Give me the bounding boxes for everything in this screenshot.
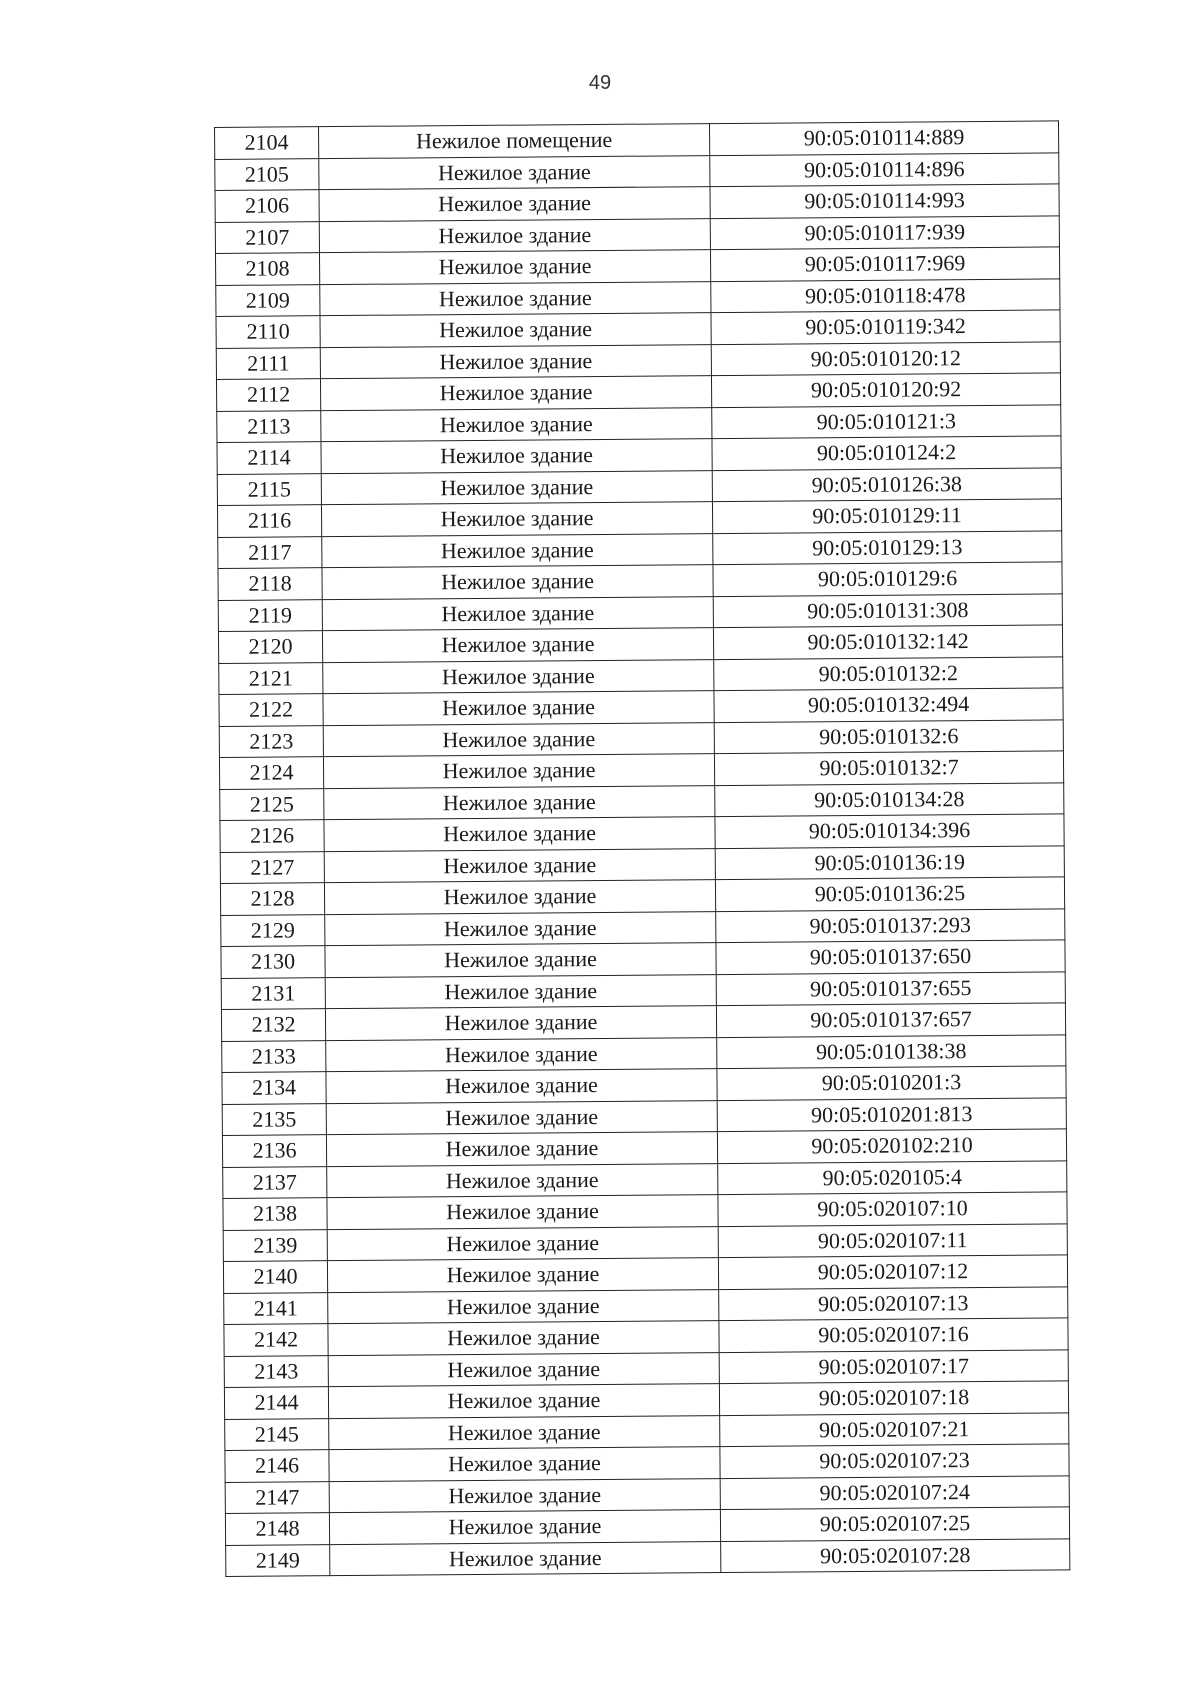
cadastral-number-cell: 90:05:010132:2: [714, 656, 1063, 690]
row-number-cell: 2107: [215, 221, 319, 253]
row-number-cell: 2132: [221, 1009, 325, 1041]
row-number-cell: 2130: [221, 946, 325, 978]
row-number-cell: 2106: [215, 190, 319, 222]
object-type-cell: Нежилое здание: [322, 565, 713, 600]
row-number-cell: 2114: [217, 442, 321, 474]
object-type-cell: Нежилое здание: [321, 502, 712, 537]
object-type-cell: Нежилое здание: [320, 344, 711, 379]
object-type-cell: Нежилое здание: [326, 1037, 717, 1072]
cadastral-number-cell: 90:05:010137:650: [716, 940, 1065, 974]
cadastral-number-cell: 90:05:010129:11: [712, 499, 1061, 533]
cadastral-number-cell: 90:05:010114:889: [709, 121, 1058, 155]
cadastral-number-cell: 90:05:010117:969: [710, 247, 1059, 281]
object-type-cell: Нежилое здание: [325, 943, 716, 978]
cadastral-number-cell: 90:05:010132:494: [714, 688, 1063, 722]
row-number-cell: 2124: [219, 757, 323, 789]
cadastral-number-cell: 90:05:010114:896: [710, 152, 1059, 186]
cadastral-number-cell: 90:05:010136:25: [715, 877, 1064, 911]
row-number-cell: 2145: [225, 1418, 329, 1450]
row-number-cell: 2148: [225, 1513, 329, 1545]
row-number-cell: 2117: [218, 536, 322, 568]
row-number-cell: 2126: [220, 820, 324, 852]
row-number-cell: 2138: [223, 1198, 327, 1230]
object-type-cell: Нежилое здание: [322, 533, 713, 568]
row-number-cell: 2125: [220, 788, 324, 820]
cadastral-number-cell: 90:05:010137:655: [716, 971, 1065, 1005]
object-type-cell: Нежилое здание: [328, 1352, 719, 1387]
object-type-cell: Нежилое здание: [329, 1510, 720, 1545]
cadastral-number-cell: 90:05:010124:2: [712, 436, 1061, 470]
object-type-cell: Нежилое здание: [323, 691, 714, 726]
object-type-cell: Нежилое здание: [321, 470, 712, 505]
cadastral-number-cell: 90:05:010114:993: [710, 184, 1059, 218]
object-type-cell: Нежилое здание: [329, 1447, 720, 1482]
object-type-cell: Нежилое здание: [319, 250, 710, 285]
cadastral-number-cell: 90:05:010131:308: [713, 593, 1062, 627]
registry-table: [214, 120, 1070, 1577]
object-type-cell: Нежилое здание: [319, 155, 710, 190]
cadastral-number-cell: 90:05:010117:939: [710, 215, 1059, 249]
object-type-cell: Нежилое здание: [327, 1163, 718, 1198]
cadastral-number-cell: 90:05:010129:13: [713, 530, 1062, 564]
row-number-cell: 2129: [221, 914, 325, 946]
cadastral-number-cell: 90:05:010137:293: [716, 908, 1065, 942]
cadastral-number-cell: 90:05:020105:4: [718, 1160, 1067, 1194]
row-number-cell: 2115: [217, 473, 321, 505]
row-number-cell: 2140: [223, 1261, 327, 1293]
cadastral-number-cell: 90:05:020107:23: [720, 1444, 1069, 1478]
row-number-cell: 2105: [215, 158, 319, 190]
object-type-cell: Нежилое здание: [319, 187, 710, 222]
cadastral-number-cell: 90:05:020107:28: [721, 1538, 1070, 1572]
row-number-cell: 2133: [222, 1040, 326, 1072]
cadastral-number-cell: 90:05:020107:12: [718, 1255, 1067, 1289]
cadastral-number-cell: 90:05:010137:657: [716, 1003, 1065, 1037]
row-number-cell: 2135: [222, 1103, 326, 1135]
row-number-cell: 2111: [216, 347, 320, 379]
object-type-cell: Нежилое здание: [320, 376, 711, 411]
cadastral-number-cell: 90:05:020107:21: [720, 1412, 1069, 1446]
cadastral-number-cell: 90:05:020107:11: [718, 1223, 1067, 1257]
cadastral-number-cell: 90:05:020107:24: [720, 1475, 1069, 1509]
row-number-cell: 2112: [216, 379, 320, 411]
object-type-cell: Нежилое здание: [325, 974, 716, 1009]
cadastral-number-cell: 90:05:020107:10: [718, 1192, 1067, 1226]
object-type-cell: Нежилое здание: [327, 1226, 718, 1261]
row-number-cell: 2146: [225, 1450, 329, 1482]
row-number-cell: 2110: [216, 316, 320, 348]
page-number: 49: [588, 72, 612, 94]
object-type-cell: Нежилое здание: [326, 1132, 717, 1167]
row-number-cell: 2144: [224, 1387, 328, 1419]
row-number-cell: 2137: [223, 1166, 327, 1198]
object-type-cell: Нежилое здание: [327, 1258, 718, 1293]
row-number-cell: 2149: [226, 1544, 330, 1576]
table-row: [226, 1538, 1070, 1576]
object-type-cell: Нежилое здание: [327, 1195, 718, 1230]
cadastral-number-cell: 90:05:010126:38: [712, 467, 1061, 501]
object-type-cell: Нежилое здание: [328, 1289, 719, 1324]
object-type-cell: Нежилое здание: [326, 1069, 717, 1104]
object-type-cell: Нежилое здание: [328, 1384, 719, 1419]
row-number-cell: 2116: [217, 505, 321, 537]
object-type-cell: Нежилое здание: [321, 407, 712, 442]
row-number-cell: 2143: [224, 1355, 328, 1387]
object-type-cell: Нежилое здание: [320, 313, 711, 348]
row-number-cell: 2127: [220, 851, 324, 883]
row-number-cell: 2131: [221, 977, 325, 1009]
row-number-cell: 2139: [223, 1229, 327, 1261]
object-type-cell: Нежилое здание: [329, 1415, 720, 1450]
object-type-cell: Нежилое здание: [325, 911, 716, 946]
cadastral-number-cell: 90:05:010132:142: [713, 625, 1062, 659]
row-number-cell: 2104: [215, 127, 319, 159]
row-number-cell: 2118: [218, 568, 322, 600]
object-type-cell: Нежилое здание: [321, 439, 712, 474]
row-number-cell: 2136: [222, 1135, 326, 1167]
cadastral-number-cell: 90:05:020107:17: [719, 1349, 1068, 1383]
object-type-cell: Нежилое здание: [320, 281, 711, 316]
cadastral-number-cell: 90:05:010118:478: [711, 278, 1060, 312]
row-number-cell: 2141: [224, 1292, 328, 1324]
object-type-cell: Нежилое здание: [330, 1541, 721, 1576]
row-number-cell: 2119: [218, 599, 322, 631]
row-number-cell: 2123: [219, 725, 323, 757]
row-number-cell: 2147: [225, 1481, 329, 1513]
object-type-cell: Нежилое здание: [322, 596, 713, 631]
row-number-cell: 2142: [224, 1324, 328, 1356]
object-type-cell: Нежилое помещение: [319, 124, 710, 159]
cadastral-number-cell: 90:05:010134:28: [715, 782, 1064, 816]
row-number-cell: 2120: [218, 631, 322, 663]
object-type-cell: Нежилое здание: [324, 785, 715, 820]
cadastral-number-cell: 90:05:010201:813: [717, 1097, 1066, 1131]
row-number-cell: 2121: [219, 662, 323, 694]
object-type-cell: Нежилое здание: [324, 880, 715, 915]
object-type-cell: Нежилое здание: [324, 848, 715, 883]
object-type-cell: Нежилое здание: [323, 722, 714, 757]
object-type-cell: Нежилое здание: [326, 1100, 717, 1135]
cadastral-number-cell: 90:05:010120:12: [711, 341, 1060, 375]
table-body: [215, 121, 1070, 1577]
object-type-cell: Нежилое здание: [323, 754, 714, 789]
cadastral-number-cell: 90:05:010120:92: [711, 373, 1060, 407]
cadastral-number-cell: 90:05:020107:25: [720, 1507, 1069, 1541]
object-type-cell: Нежилое здание: [322, 628, 713, 663]
cadastral-number-cell: 90:05:020102:210: [717, 1129, 1066, 1163]
cadastral-number-cell: 90:05:020107:13: [719, 1286, 1068, 1320]
cadastral-number-cell: 90:05:020107:18: [719, 1381, 1068, 1415]
cadastral-number-cell: 90:05:010132:7: [714, 751, 1063, 785]
cadastral-number-cell: 90:05:010138:38: [717, 1034, 1066, 1068]
object-type-cell: Нежилое здание: [319, 218, 710, 253]
cadastral-number-cell: 90:05:010201:3: [717, 1066, 1066, 1100]
row-number-cell: 2108: [215, 253, 319, 285]
object-type-cell: Нежилое здание: [325, 1006, 716, 1041]
object-type-cell: Нежилое здание: [324, 817, 715, 852]
cadastral-number-cell: 90:05:010129:6: [713, 562, 1062, 596]
cadastral-number-cell: 90:05:010136:19: [715, 845, 1064, 879]
object-type-cell: Нежилое здание: [323, 659, 714, 694]
row-number-cell: 2113: [217, 410, 321, 442]
object-type-cell: Нежилое здание: [328, 1321, 719, 1356]
row-number-cell: 2122: [219, 694, 323, 726]
row-number-cell: 2128: [220, 883, 324, 915]
cadastral-number-cell: 90:05:010121:3: [712, 404, 1061, 438]
row-number-cell: 2109: [216, 284, 320, 316]
cadastral-number-cell: 90:05:010119:342: [711, 310, 1060, 344]
row-number-cell: 2134: [222, 1072, 326, 1104]
cadastral-number-cell: 90:05:010134:396: [715, 814, 1064, 848]
cadastral-number-cell: 90:05:010132:6: [714, 719, 1063, 753]
object-type-cell: Нежилое здание: [329, 1478, 720, 1513]
cadastral-number-cell: 90:05:020107:16: [719, 1318, 1068, 1352]
